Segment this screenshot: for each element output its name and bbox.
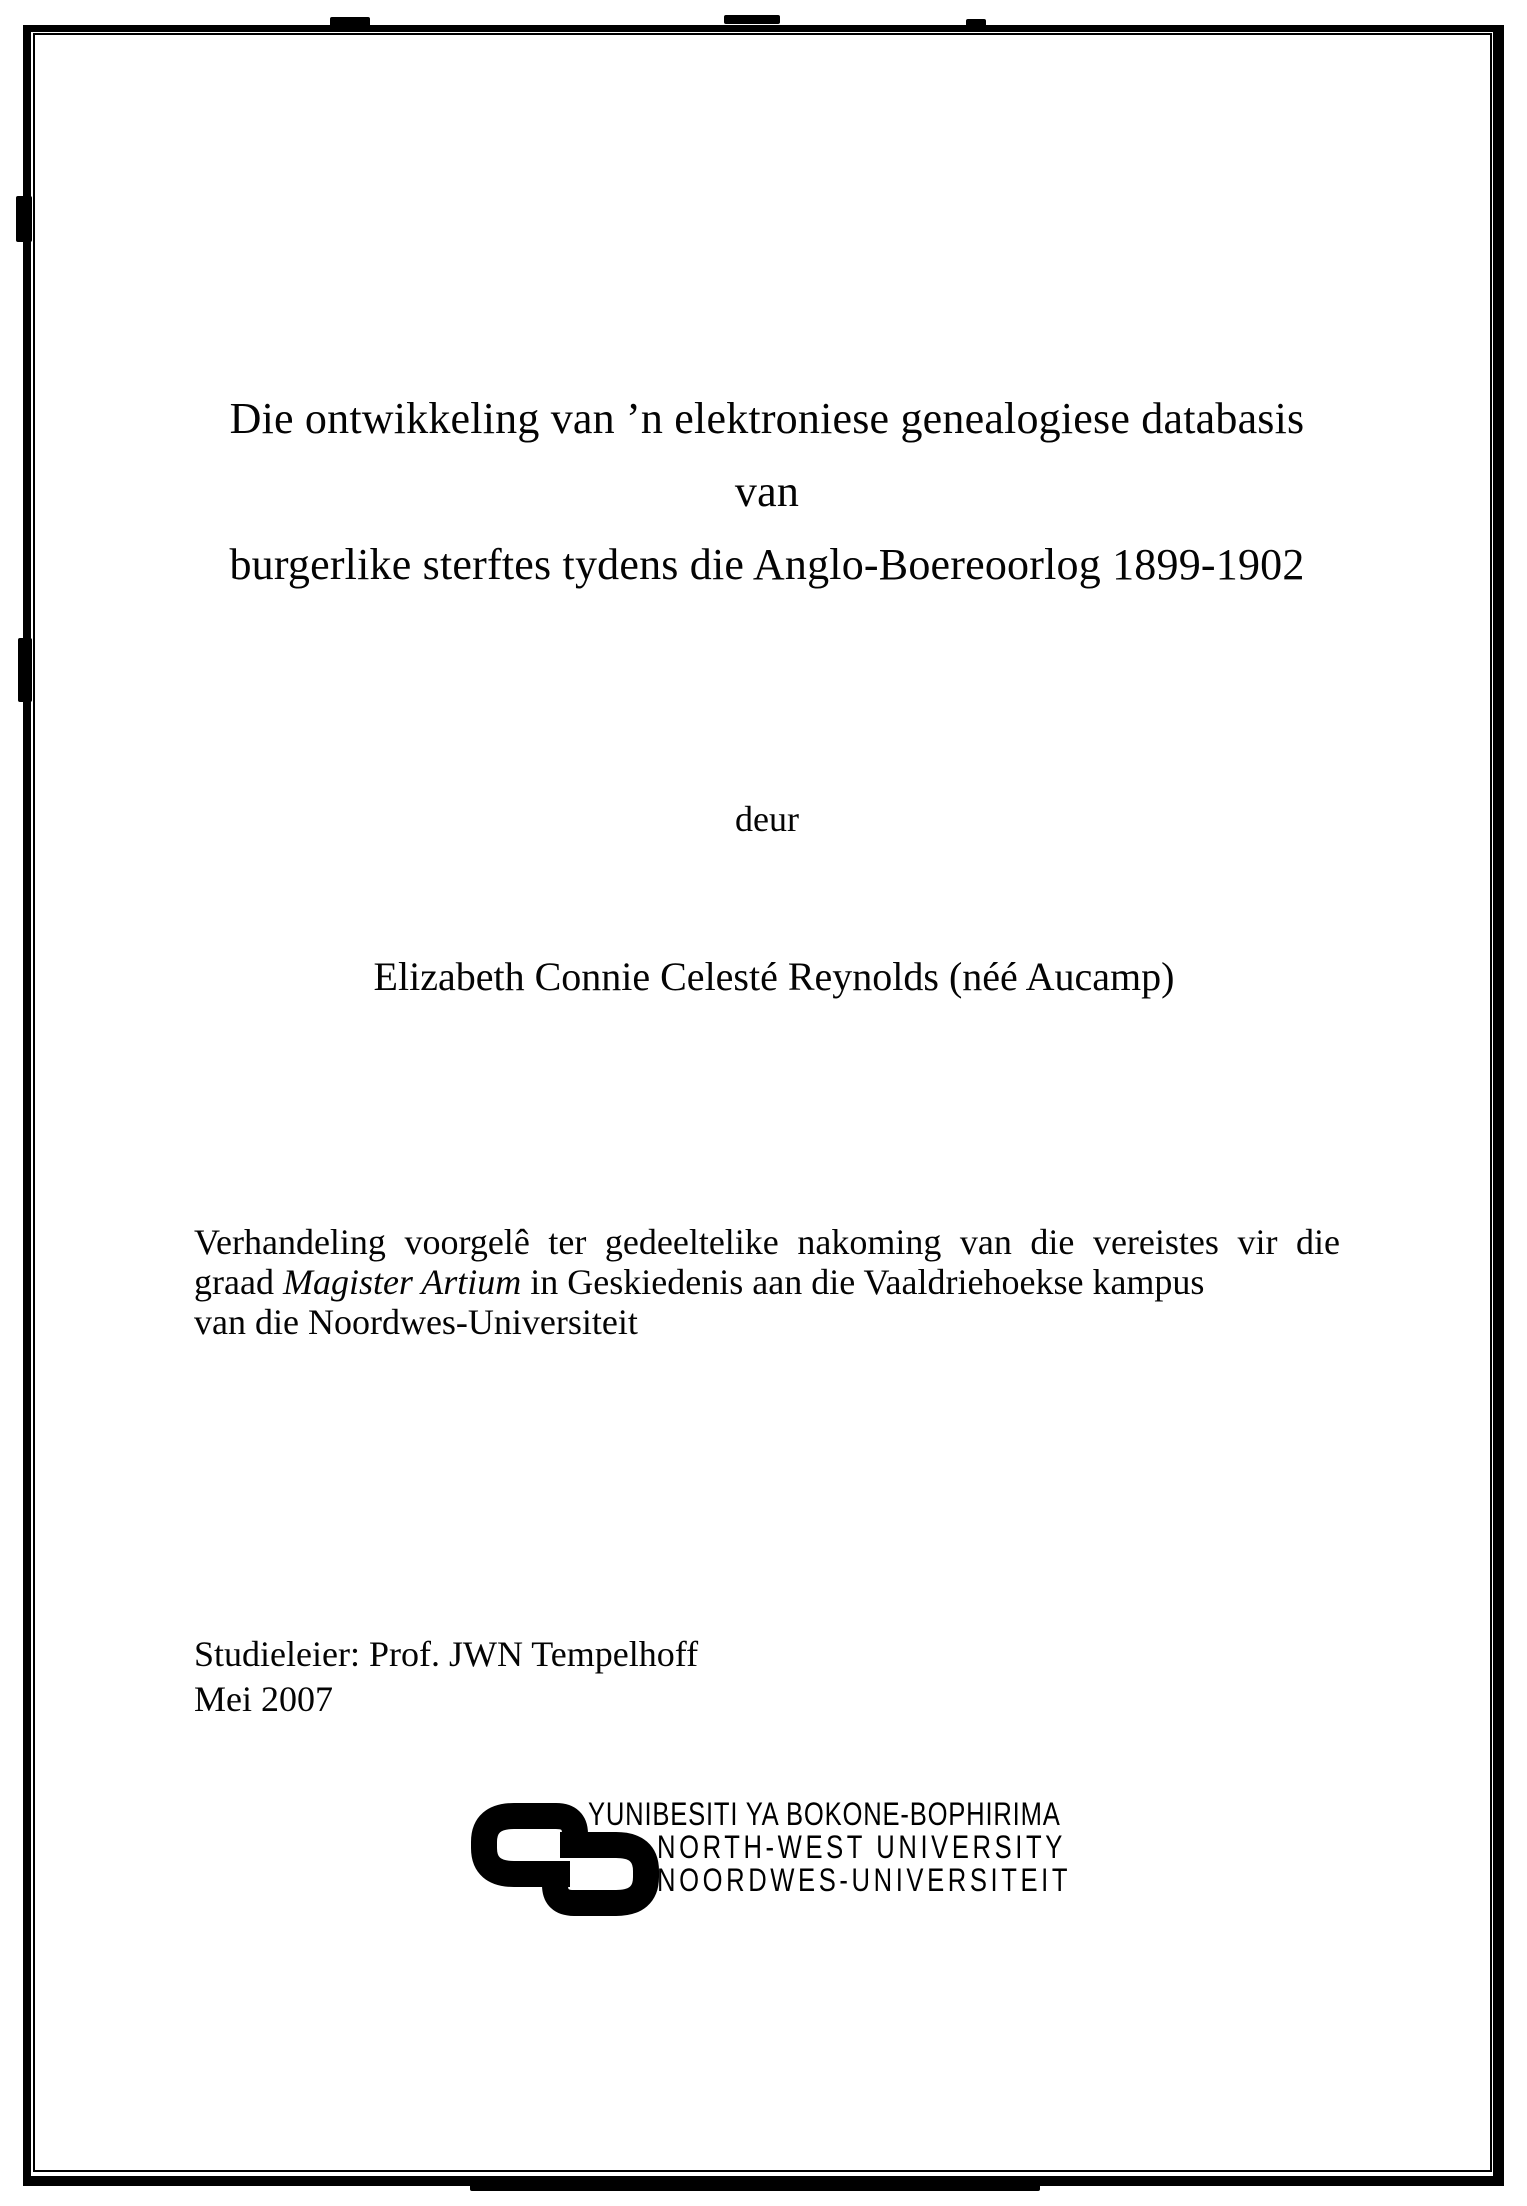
supervisor-block bbox=[194, 1632, 1094, 1722]
submission-line2-prefix: graad bbox=[194, 1262, 283, 1302]
scan-artifact bbox=[18, 638, 32, 702]
scan-artifact bbox=[966, 19, 986, 28]
thesis-title-line2: burgerlike sterftes tydens die Anglo-Boereoorlog 1899-1902 bbox=[229, 540, 1305, 589]
author-name: Elizabeth Connie Celesté Reynolds (néé Aucamp) bbox=[373, 954, 1175, 999]
logo-name-setswana: YUNIBESITI YA BOKONE-BOPHIRIMA bbox=[588, 1796, 1061, 1832]
date-line: Mei 2007 bbox=[194, 1679, 333, 1719]
thesis-title bbox=[194, 382, 1340, 601]
submission-line1: Verhandeling voorgelê ter gedeeltelike nakoming van die vereistes vir die bbox=[194, 1222, 1340, 1262]
degree-name: Magister Artium bbox=[282, 1262, 522, 1302]
submission-statement bbox=[194, 1222, 1340, 1342]
scan-artifact bbox=[330, 17, 370, 27]
submission-line3: van die Noordwes-Universiteit bbox=[194, 1302, 638, 1342]
scan-artifact bbox=[724, 15, 780, 24]
supervisor-line: Studieleier: Prof. JWN Tempelhoff bbox=[194, 1634, 699, 1674]
logo-name-english: NORTH-WEST UNIVERSITY bbox=[657, 1829, 1066, 1865]
university-logo-text bbox=[588, 1798, 1179, 1897]
scan-artifact bbox=[16, 196, 32, 242]
scan-artifact bbox=[470, 2182, 1040, 2191]
byline: deur bbox=[735, 799, 799, 839]
university-logo bbox=[470, 1798, 1090, 1928]
thesis-title-line1: Die ontwikkeling van ’n elektroniese genealogiese databasis van bbox=[229, 394, 1305, 516]
submission-line2 bbox=[194, 1262, 1340, 1302]
logo-name-afrikaans: NOORDWES-UNIVERSITEIT bbox=[657, 1862, 1072, 1898]
submission-line2-suffix: in Geskiedenis aan die Vaaldriehoekse kampus bbox=[521, 1262, 1205, 1302]
